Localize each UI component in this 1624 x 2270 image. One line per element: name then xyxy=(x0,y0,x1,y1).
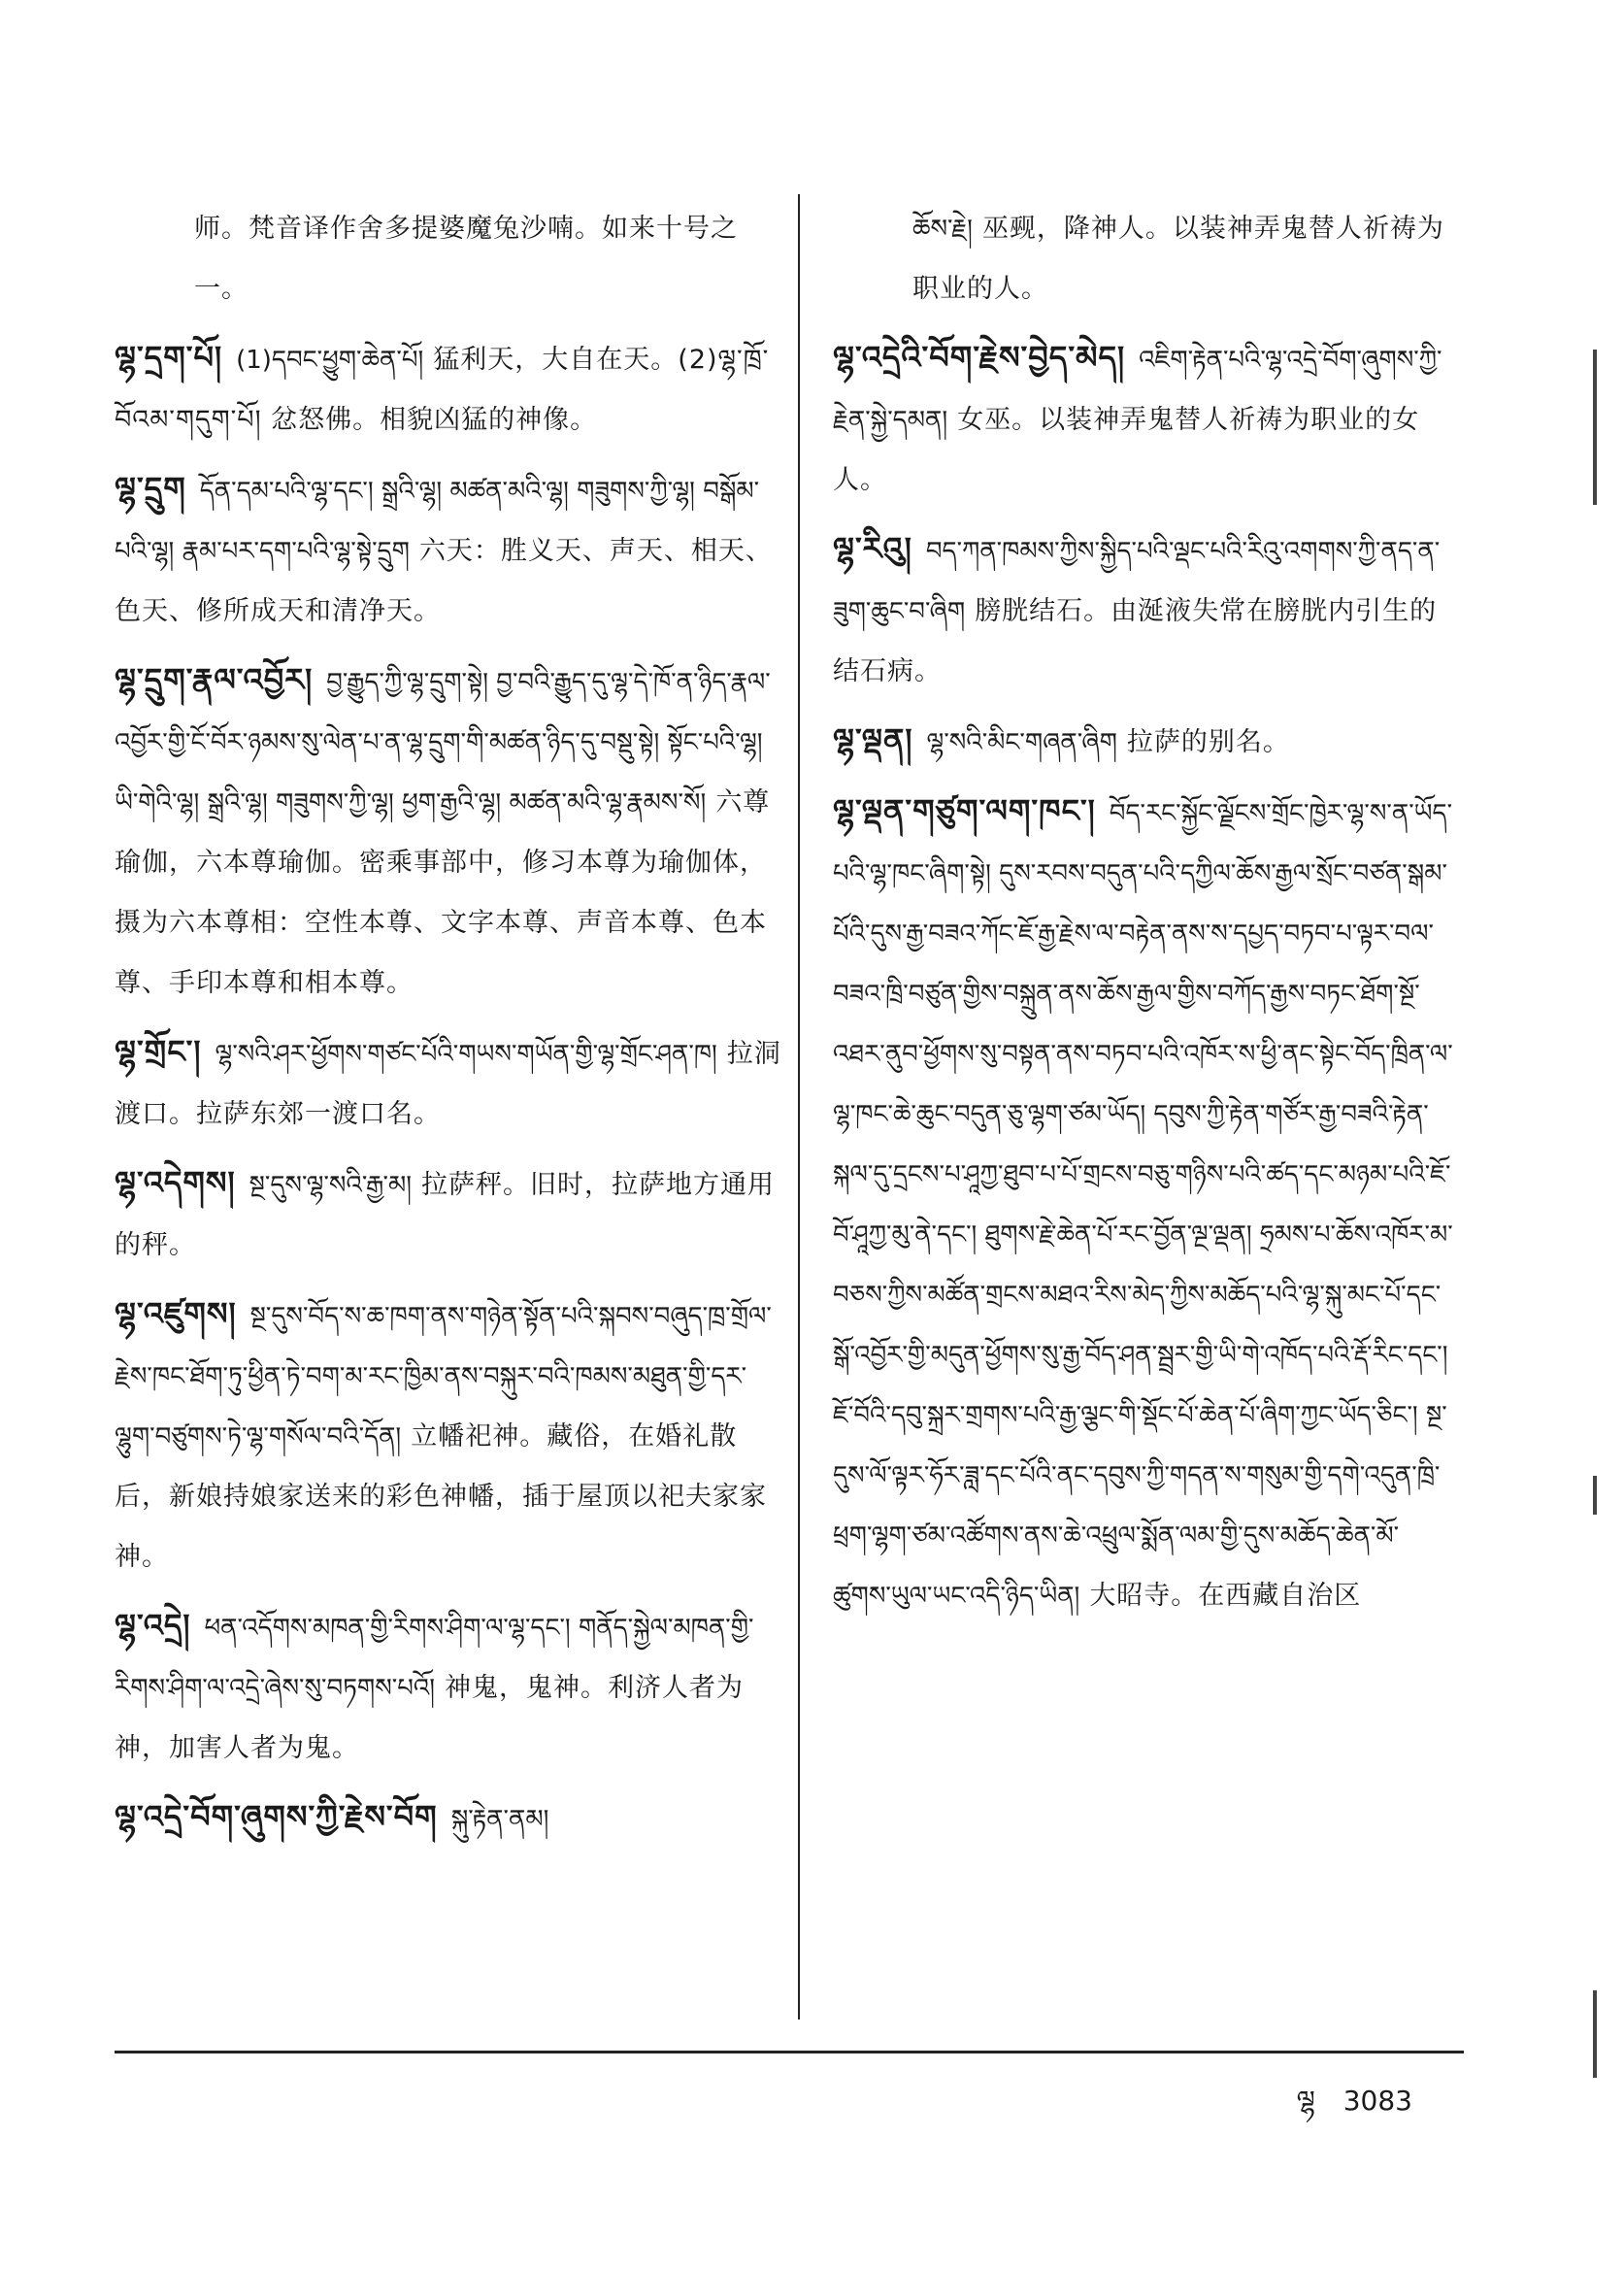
dictionary-entry xyxy=(115,199,784,319)
entry-chinese-definition: 膀胱结石。由涎液失常在膀胱内引生的结石病。 xyxy=(833,596,1438,686)
entry-headword: ལྷ་ལྡན་གཙུག་ལག་ཁང་། xyxy=(833,792,1096,829)
entry-tibetan-definition: ཕན་འདོགས་མཁན་གྱི་རིགས་ཤིག་ལ་ལྷ་དང་། གནོད་སྐྱེལ་མཁན་གྱི་རིགས་ཤིག་ལ་འདྲེ་ཞེས་སུ་བཏགས་པའོ། xyxy=(115,1614,754,1703)
entry-chinese-definition: 神鬼，鬼神。利济人者为神，加害人者为鬼。 xyxy=(115,1673,745,1763)
dictionary-entry xyxy=(115,458,784,642)
entry-tibetan-definition: སྔ་དུས་བོད་ས་ཆ་ཁག་ནས་གཉེན་སྟོན་པའི་སྐབས་བཞུད་ཁྲ་གྲོལ་རྗེས་ཁང་ཐོག་ཏུ་ཕྱིན་ཏེ་བག་མ་རང་ཁྱིམ་ནས་བསྐུར་བའི་ཁམས་མཐུན་གྱི་དར་ལྷུག་བཙུགས་ཏེ་ལྷ་གསོལ་བའི་དོན། xyxy=(115,1302,772,1452)
entry-chinese-definition: 拉萨秤。旧时，拉萨地方通用的秤。 xyxy=(115,1170,776,1260)
entry-headword: ལྷ་གྲོང་། xyxy=(115,1033,202,1070)
entry-tibetan-definition: (1)དབང་ཕྱུག་ཆེན་པོ། xyxy=(236,346,424,375)
dictionary-entry xyxy=(833,781,1454,1626)
entry-headword: ལྷ་ལྡན། xyxy=(833,721,913,758)
dictionary-entry xyxy=(115,650,784,1014)
right-column xyxy=(833,199,1454,1634)
entry-tibetan-definition: འཇིག་རྟེན་པའི་ལྷ་འདྲེ་བོག་ཞུགས་ཀྱི་རྗེན་སྐྱེ་དམན། xyxy=(833,346,1442,435)
entry-chinese-definition: 大昭寺。在西藏自治区 xyxy=(1089,1581,1362,1611)
entry-tibetan-definition: བོད་རང་སྐྱོང་ལྗོངས་གྲོང་ཁྱེར་ལྷ་ས་ན་ཡོད་པའི་ལྷ་ཁང་ཞིག་སྟེ། དུས་རབས་བདུན་པའི་དཀྱིལ་ཆོས་རྒྱལ་སྲོང་བཙན་སྒམ་པོའི་དུས་རྒྱ་བཟའ་ཀོང་ཇོ་རྒྱ་རྗེས་ལ་བརྟེན་ནས་ས་དཔྱད་བཏབ་པ་ལྟར་བལ་བཟའ་ཁྲི་བཙུན་གྱིས་བསྐྲུན་ནས་ཆོས་རྒྱལ་གྱིས་བཀོད་རྒྱས་བཏང་ཐོག་སྔོ་འཐར་ནུབ་ཕྱོགས་སུ་བསྟན་ནས་བཏབ་པའི་འཁོར་ས་ཕྱི་ནང་སྟེང་བོད་ཁྲིན་ལ་ལྷ་ཁང་ཆེ་ཆུང་བདུན་ཅུ་ལྷག་ཙམ་ཡོད། དབུས་ཀྱི་རྟེན་གཙོར་རྒྱ་བཟའི་རྟེན་སྐལ་དུ་དྲངས་པ་ཤཱཀྱ་ཐུབ་པ་པོ་གྲངས་བཅུ་གཉིས་པའི་ཚད་དང་མཉམ་པའི་ཇོ་བོ་ཤཱཀྱ་མུ་ནེ་དང་། ཐུགས་རྗེ་ཆེན་པོ་རང་བྱོན་ལྔ་ལྡན། ཧྲམས་པ་ཆོས་འཁོར་མ་བཅས་ཀྱིས་མཚོན་གྲངས་མཐའ་རིས་མེད་ཀྱིས་མཆོད་པའི་ལྷ་སྐུ་མང་པོ་དང་སྒོ་འབྱོར་གྱི་མདུན་ཕྱོགས་སུ་རྒྱ་བོད་ཤན་སྦྲར་གྱི་ཡི་གེ་འཁོད་པའི་རྡོ་རིང་དང་། ཇོ་བོའི་དབུ་སྐྲར་གྲགས་པའི་རྒྱ་ལྕང་གི་སྡོང་པོ་ཆེན་པོ་ཞིག་ཀྱང་ཡོད་ཅིང་། སྔ་དུས་ལོ་ལྟར་ཧོར་ཟླ་དང་པོའི་ནང་དབུས་ཀྱི་གདན་ས་གསུམ་གྱི་དགེ་འདུན་ཁྲི་ཕྲག་ལྷག་ཙམ་འཚོགས་ནས་ཆེ་འཕྲུལ་སྨོན་ལམ་གྱི་དུས་མཆོད་ཆེན་མོ་ཚུགས་ཡུལ་ཡང་འདི་ཉིད་ཡིན། xyxy=(833,799,1453,1611)
entry-chinese-definition: 女巫。以装神弄鬼替人祈祷为职业的女人。 xyxy=(833,405,1420,495)
entry-headword: ལྷ་འདྲེ། xyxy=(115,1607,191,1644)
column-divider xyxy=(798,194,800,2020)
dictionary-entry xyxy=(833,327,1454,511)
page-footer xyxy=(1277,2070,1412,2147)
entry-headword: ལྷ་རིའུ། xyxy=(833,530,912,567)
edge-mark xyxy=(1593,1476,1597,1515)
entry-headword: ལྷ་འདྲེ་བོག་ཞུགས་ཀྱི་རྗེས་བོག xyxy=(115,1798,438,1835)
entry-chinese-definition: 立幡祀神。藏俗，在婚礼散后，新娘持娘家送来的彩色神幡，插于屋顶以祀夫家家神。 xyxy=(115,1421,767,1572)
entry-chinese-definition: 六天：胜义天、声天、相天、色天、修所成天和清净天。 xyxy=(115,536,773,626)
entry-tibetan-definition: སྐུ་རྟེན་ནམ། xyxy=(450,1805,549,1834)
entry-headword: ལྷ་འཛུགས། xyxy=(115,1295,237,1332)
entry-tibetan-definition: དོན་དམ་པའི་ལྷ་དང་། སྒྲའི་ལྷ། མཚན་མའི་ལྷ། གཟུགས་ཀྱི་ལྷ། བསྒོམ་པའི་ལྷ། རྣམ་པར་དག་པའི་ལྷ་སྟེ་དྲུག xyxy=(115,477,760,566)
page-number: 3083 xyxy=(1342,2085,1412,2117)
entry-headword: ལྷ་འདྲེའི་བོག་རྗེས་བྱེད་མེད། xyxy=(833,339,1126,376)
dictionary-entry xyxy=(833,710,1454,773)
entry-tibetan-definition: ལྷ་སའི་མིང་གཞན་ཞིག xyxy=(926,728,1117,757)
edge-mark xyxy=(1593,1990,1597,2078)
dictionary-entry xyxy=(115,1786,784,1850)
entry-tibetan-definition: ཆོས་རྗེ། xyxy=(912,215,973,244)
entry-chinese-definition: 巫觋，降神人。以装神弄鬼替人祈祷为职业的人。 xyxy=(912,214,1444,304)
entry-headword: ལྷ་དྲུག་རྣལ་འབྱོར། xyxy=(115,661,314,698)
entry-tibetan-definition: བད་ཀན་ཁམས་ཀྱིས་སྐྱིད་པའི་ལྡང་པའི་རིའུ་འགགས་ཀྱི་ནད་ན་ཟུག་ཆུང་བ་ཞིག xyxy=(833,537,1441,626)
dictionary-entry xyxy=(833,518,1454,702)
dictionary-entry xyxy=(833,199,1454,319)
left-column xyxy=(115,199,784,1857)
entry-tibetan-definition: ལྷ་སའི་ཤར་ཕྱོགས་གཙང་པོའི་གཡས་གཡོན་གྱི་ལྷ་གྲོང་ཤན་ཁ། xyxy=(215,1040,717,1069)
dictionary-entry xyxy=(115,327,784,451)
dictionary-entry xyxy=(115,1021,784,1145)
dictionary-entry xyxy=(115,1152,784,1276)
footer-tibetan: ལྷ xyxy=(1296,2085,1315,2117)
entry-chinese-definition: 六尊瑜伽，六本尊瑜伽。密乘事部中，修习本尊为瑜伽体，摄为六本尊相：空性本尊、文字本尊、声音本尊、色本尊、手印本尊和相本尊。 xyxy=(115,787,771,998)
entry-tibetan-definition: སྔ་དུས་ལྷ་སའི་རྒྱ་མ། xyxy=(249,1171,413,1200)
dictionary-entry xyxy=(115,1284,784,1587)
entry-headword: ལྷ་འདེགས། xyxy=(115,1164,236,1201)
entry-headword: ལྷ་དྲུག xyxy=(115,470,186,507)
entry-chinese-definition: 师。梵音译作舍多提婆魔兔沙喃。如来十号之一。 xyxy=(194,214,738,304)
entry-chinese-definition: 猛利天，大自在天。(2)ལྷ་ཁྲོ་བོའམ་གདུག་པོ། 忿怒佛。相貌凶猛的神像。 xyxy=(115,345,770,435)
dictionary-entry xyxy=(115,1595,784,1779)
entry-chinese-definition: 拉萨的别名。 xyxy=(1126,727,1290,757)
footer-rule xyxy=(115,2051,1464,2053)
entry-headword: ལྷ་དྲག་པོ། xyxy=(115,339,223,376)
edge-mark xyxy=(1593,350,1597,505)
entry-tibetan-definition: བྱ་རྒྱུད་ཀྱི་ལྷ་དྲུག་སྟེ། བྱ་བའི་རྒྱུད་དུ་ལྷ་དེ་ཁོ་ན་ཉིད་རྣལ་འབྱོར་གྱི་ངོ་བོར་ཉམས་སུ་ལེན་པ་ན་ལྷ་དྲུག་གི་མཚན་ཉིད་དུ་བསྡུ་སྟེ། སྟོང་པའི་ལྷ། ཡི་གེའི་ལྷ། སྒྲའི་ལྷ། གཟུགས་ཀྱི་ལྷ། ཕྱག་རྒྱའི་ལྷ། མཚན་མའི་ལྷ་རྣམས་སོ། xyxy=(115,668,771,818)
entry-chinese-definition: 拉洞渡口。拉萨东郊一渡口名。 xyxy=(115,1039,781,1129)
